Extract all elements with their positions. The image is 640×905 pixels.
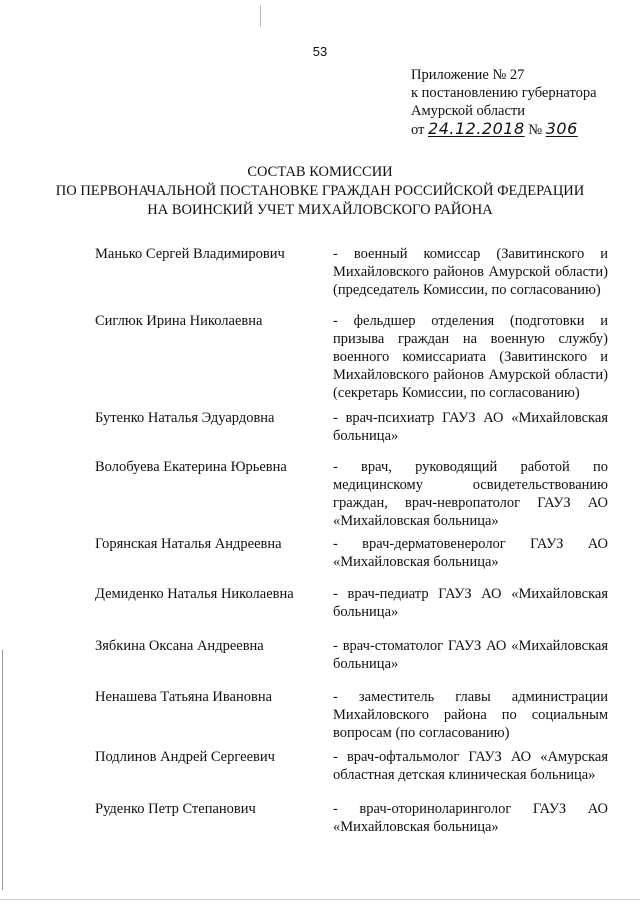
appendix-block [411,66,631,139]
member-role: - врач-педиатр ГАУЗ АО «Михайловская больница» [333,586,608,620]
member-role: - заместитель главы администрации Михайловского района по социальным вопросам (по согласованию) [333,689,608,741]
member-name: Горянская Наталья Андреевна [95,536,282,552]
member-name: Демиденко Наталья Николаевна [95,586,294,602]
page-number: 53 [312,44,328,59]
member-role: - фельдшер отделения (подготовки и призыва граждан на военную службу) военного комиссариата (Завитинского и Михайловского районов Амурской области) (секретарь Комиссии, по согласованию) [333,313,608,401]
member-role: - врач-оториноларинголог ГАУЗ АО «Михайловская больница» [333,801,608,835]
member-name: Зябкина Оксана Андреевна [95,638,264,654]
member-name: Сиглюк Ирина Николаевна [95,313,263,329]
member-name: Бутенко Наталья Эдуардовна [95,410,275,426]
member-role: - врач-стоматолог ГАУЗ АО «Михайловская больница» [333,638,608,672]
scan-artifact [260,5,261,27]
title-line-1: СОСТАВ КОМИССИИ [247,164,393,180]
appendix-line-2: к постановлению губернатора [411,85,597,101]
title-line-2: ПО ПЕРВОНАЧАЛЬНОЙ ПОСТАНОВКЕ ГРАЖДАН РОССИЙСКОЙ ФЕДЕРАЦИИ [55,183,585,199]
appendix-line-3: Амурской области [411,103,525,119]
member-role: - военный комиссар (Завитинского и Михайловского районов Амурской области) (председатель Комиссии, по согласованию) [333,246,608,298]
member-role: - врач-дерматовенеролог ГАУЗ АО «Михайловская больница» [333,536,608,570]
member-name: Подлинов Андрей Сергеевич [95,749,275,765]
member-name: Волобуева Екатерина Юрьевна [95,459,287,475]
scan-edge-line [2,650,3,890]
appendix-date-line [411,120,631,139]
number-handwritten: 306 [545,119,578,138]
member-name: Манько Сергей Владимирович [95,246,285,262]
member-role: - врач-офтальмолог ГАУЗ АО «Амурская областная детская клиническая больница» [333,749,608,783]
member-role: - врач, руководящий работой по медицинскому освидетельствованию граждан, врач-невропатолог ГАУЗ АО «Михайловская больница» [333,459,608,529]
document-title [0,163,640,220]
title-line-3: НА ВОИНСКИЙ УЧЕТ МИХАЙЛОВСКОГО РАЙОНА [147,202,493,218]
appendix-line-1: Приложение № 27 [411,67,525,83]
member-role: - врач-психиатр ГАУЗ АО «Михайловская больница» [333,410,608,444]
member-name: Руденко Петр Степанович [95,801,256,817]
scan-bottom-edge [0,899,640,900]
date-prefix: от [411,122,425,138]
number-prefix: № [528,122,543,138]
member-name: Ненашева Татьяна Ивановна [95,689,273,705]
date-handwritten: 24.12.2018 [428,119,525,138]
